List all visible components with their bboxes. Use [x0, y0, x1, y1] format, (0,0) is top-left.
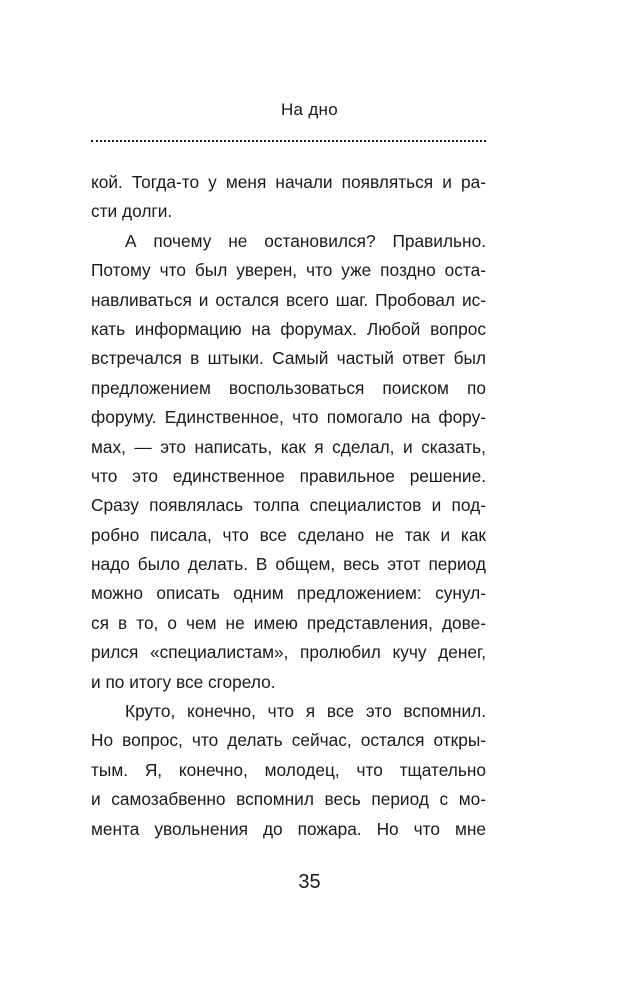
dotted-rule: [91, 140, 486, 142]
text-line: ся в то, о чем не имею представления, дове-: [91, 612, 486, 633]
text-line: Сразу появлялась толпа специалистов и под-: [91, 495, 486, 516]
text-line: тым. Я, конечно, молодец, что тщательно: [91, 759, 486, 780]
text-line: Но вопрос, что делать сейчас, остался откры-: [91, 730, 486, 751]
text-line: Круто, конечно, что я все это вспомнил.: [125, 701, 486, 722]
text-line: форуму. Единственное, что помогало на фору-: [91, 407, 486, 428]
text-line: навливаться и остался всего шаг. Пробовал ис-: [91, 289, 486, 310]
text-line: мах, — это написать, как я сделал, и сказать,: [91, 436, 486, 457]
running-title: На дно: [280, 100, 339, 119]
page-number: 35: [298, 871, 321, 893]
text-line: А почему не остановился? Правильно.: [125, 230, 486, 251]
text-line: рился «специалистам», пролюбил кучу денег,: [91, 642, 486, 663]
text-line: сти долги.: [91, 201, 173, 222]
text-line: робно писала, что все сделано не так и как: [91, 524, 486, 545]
text-line: что это единственное правильное решение.: [91, 465, 486, 486]
text-line: предложением воспользоваться поиском по: [91, 377, 486, 398]
text-line: кой. Тогда-то у меня начали появляться и ра-: [91, 172, 486, 192]
text-line: встречался в штыки. Самый частый ответ был: [91, 348, 486, 369]
text-line: Потому что был уверен, что уже поздно оста-: [91, 260, 486, 281]
text-line: и самозабвенно вспомнил весь период с мо-: [91, 789, 486, 810]
text-line: надо было делать. В общем, весь этот период: [91, 554, 486, 575]
text-line: кать информацию на форумах. Любой вопрос: [91, 318, 486, 339]
text-line: можно описать одним предложением: сунул-: [91, 583, 486, 604]
body-text: [91, 168, 486, 844]
text-line: и по итогу все сгорело.: [91, 671, 276, 692]
text-line: мента увольнения до пожара. Но что мне: [91, 818, 486, 839]
